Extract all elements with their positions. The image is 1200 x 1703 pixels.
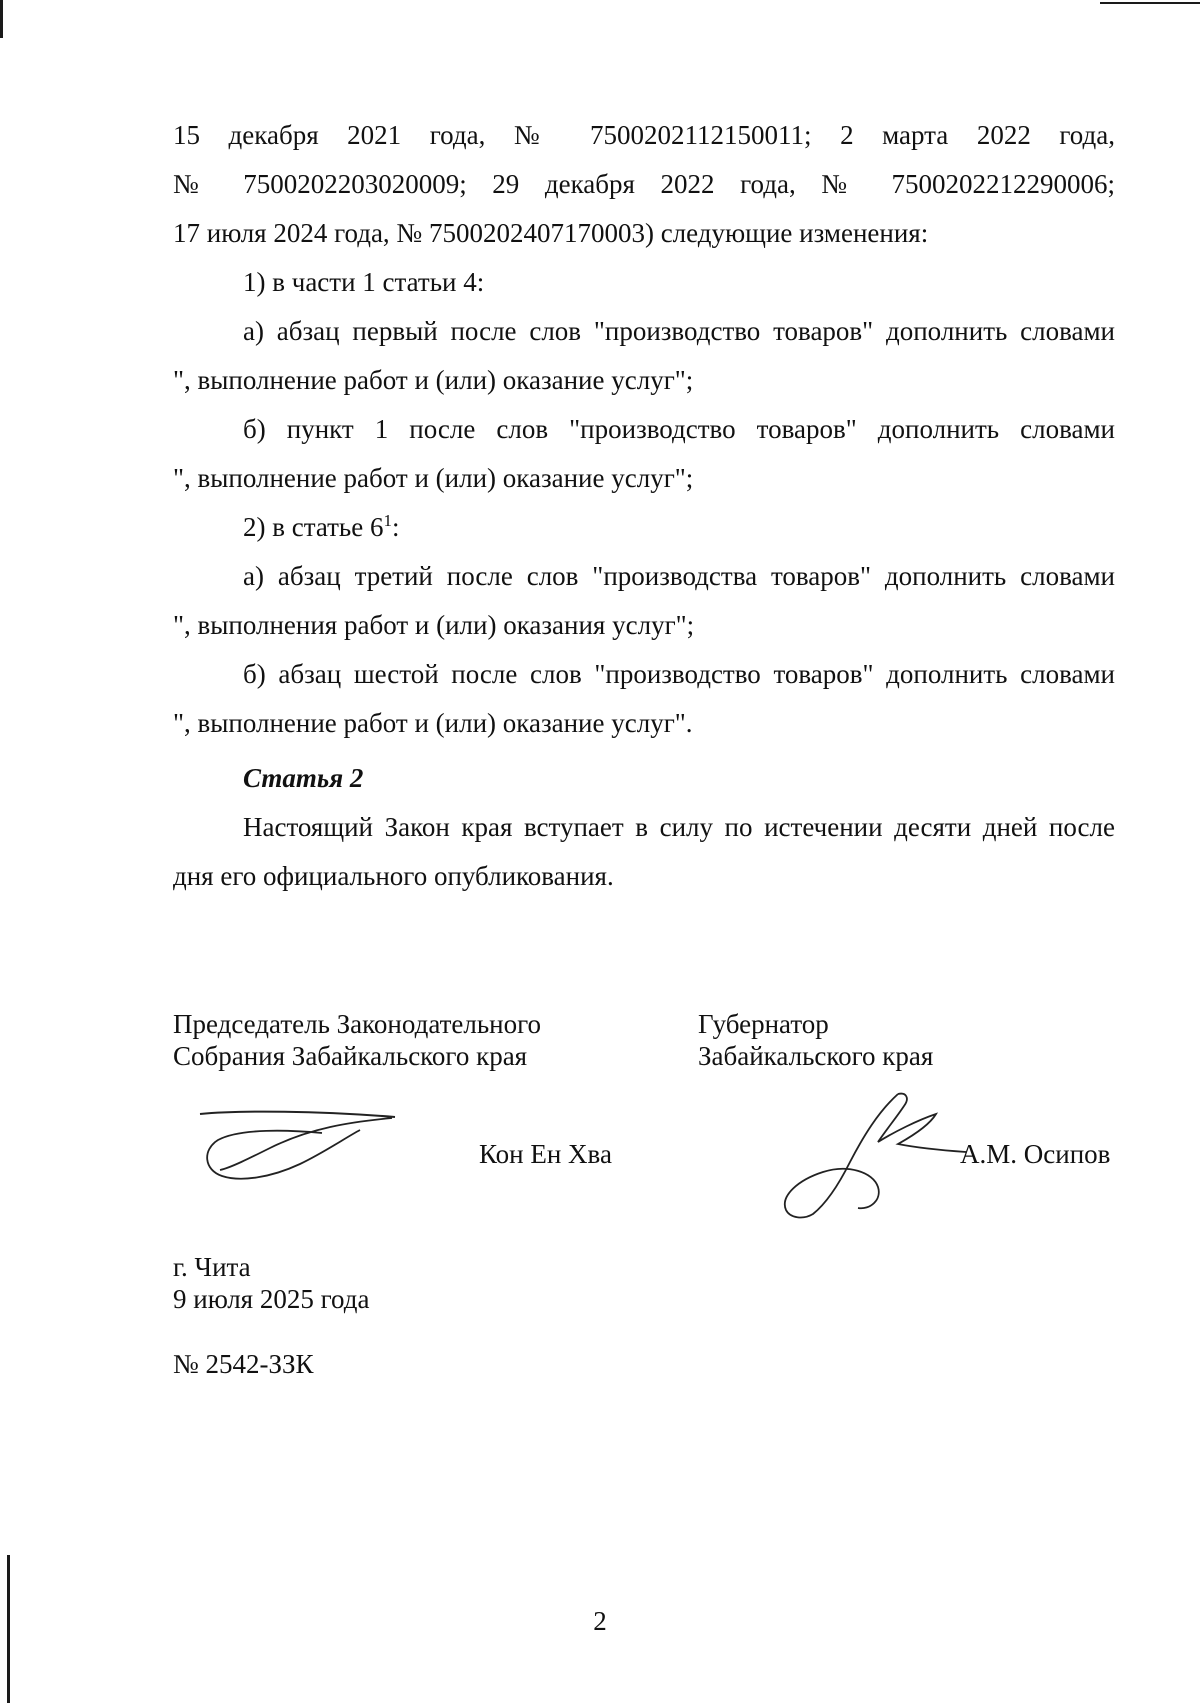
city: г. Чита [173, 1252, 251, 1282]
item-2b-line2: ", выполнение работ и (или) оказание услуг". [173, 708, 693, 738]
chair-signature [200, 1108, 400, 1188]
chair-name: Кон Ен Хва [479, 1139, 612, 1169]
item-1b-line1: б) пункт 1 после слов "производство товаров" дополнить словами [243, 414, 1115, 444]
item-2-colon: : [391, 512, 400, 542]
law-date: 9 июля 2025 года [173, 1284, 370, 1314]
article-2-heading: Статья 2 [243, 763, 364, 793]
item-2 [173, 503, 1115, 552]
page-number: 2 [593, 1606, 607, 1636]
article-2-line1: Настоящий Закон края вступает в силу по истечении десяти дней после [243, 812, 1115, 842]
chair-title-line1: Председатель Законодательного [173, 1009, 542, 1039]
item-1b-line2: ", выполнение работ и (или) оказание услуг"; [173, 463, 694, 493]
item-1a-line2: ", выполнение работ и (или) оказание услуг"; [173, 365, 694, 395]
article-2-line2: дня его официального опубликования. [173, 861, 614, 891]
item-2a-line1: а) абзац третий после слов "производства товаров" дополнить словами [243, 561, 1115, 591]
body-line: 17 июля 2024 года, № 7500202407170003) следующие изменения: [173, 218, 929, 248]
governor-name: А.М. Осипов [960, 1139, 1111, 1169]
chair-title-line2: Собрания Забайкальского края [173, 1041, 528, 1071]
scan-edge-top-right [1100, 2, 1200, 4]
governor-signature [778, 1092, 968, 1222]
item-2b-line1: б) абзац шестой после слов "производство товаров" дополнить словами [243, 659, 1115, 689]
document-body [173, 111, 1115, 901]
body-line: № 7500202203020009; 29 декабря 2022 года, № 7500202212290006; [173, 169, 1115, 199]
governor-title-line2: Забайкальского края [698, 1041, 934, 1071]
scan-edge-top-left [0, 0, 3, 38]
item-2-superscript: 1 [383, 511, 392, 530]
item-2-text: 2) в статье 6 [243, 512, 384, 542]
law-number: № 2542-ЗЗК [173, 1349, 314, 1379]
item-1: 1) в части 1 статьи 4: [243, 267, 485, 297]
item-2a-line2: ", выполнения работ и (или) оказания услуг"; [173, 610, 695, 640]
governor-title-line1: Губернатор [698, 1009, 829, 1039]
body-line: 15 декабря 2021 года, № 7500202112150011; 2 марта 2022 года, [173, 120, 1115, 150]
item-1a-line1: а) абзац первый после слов "производство товаров" дополнить словами [243, 316, 1115, 346]
